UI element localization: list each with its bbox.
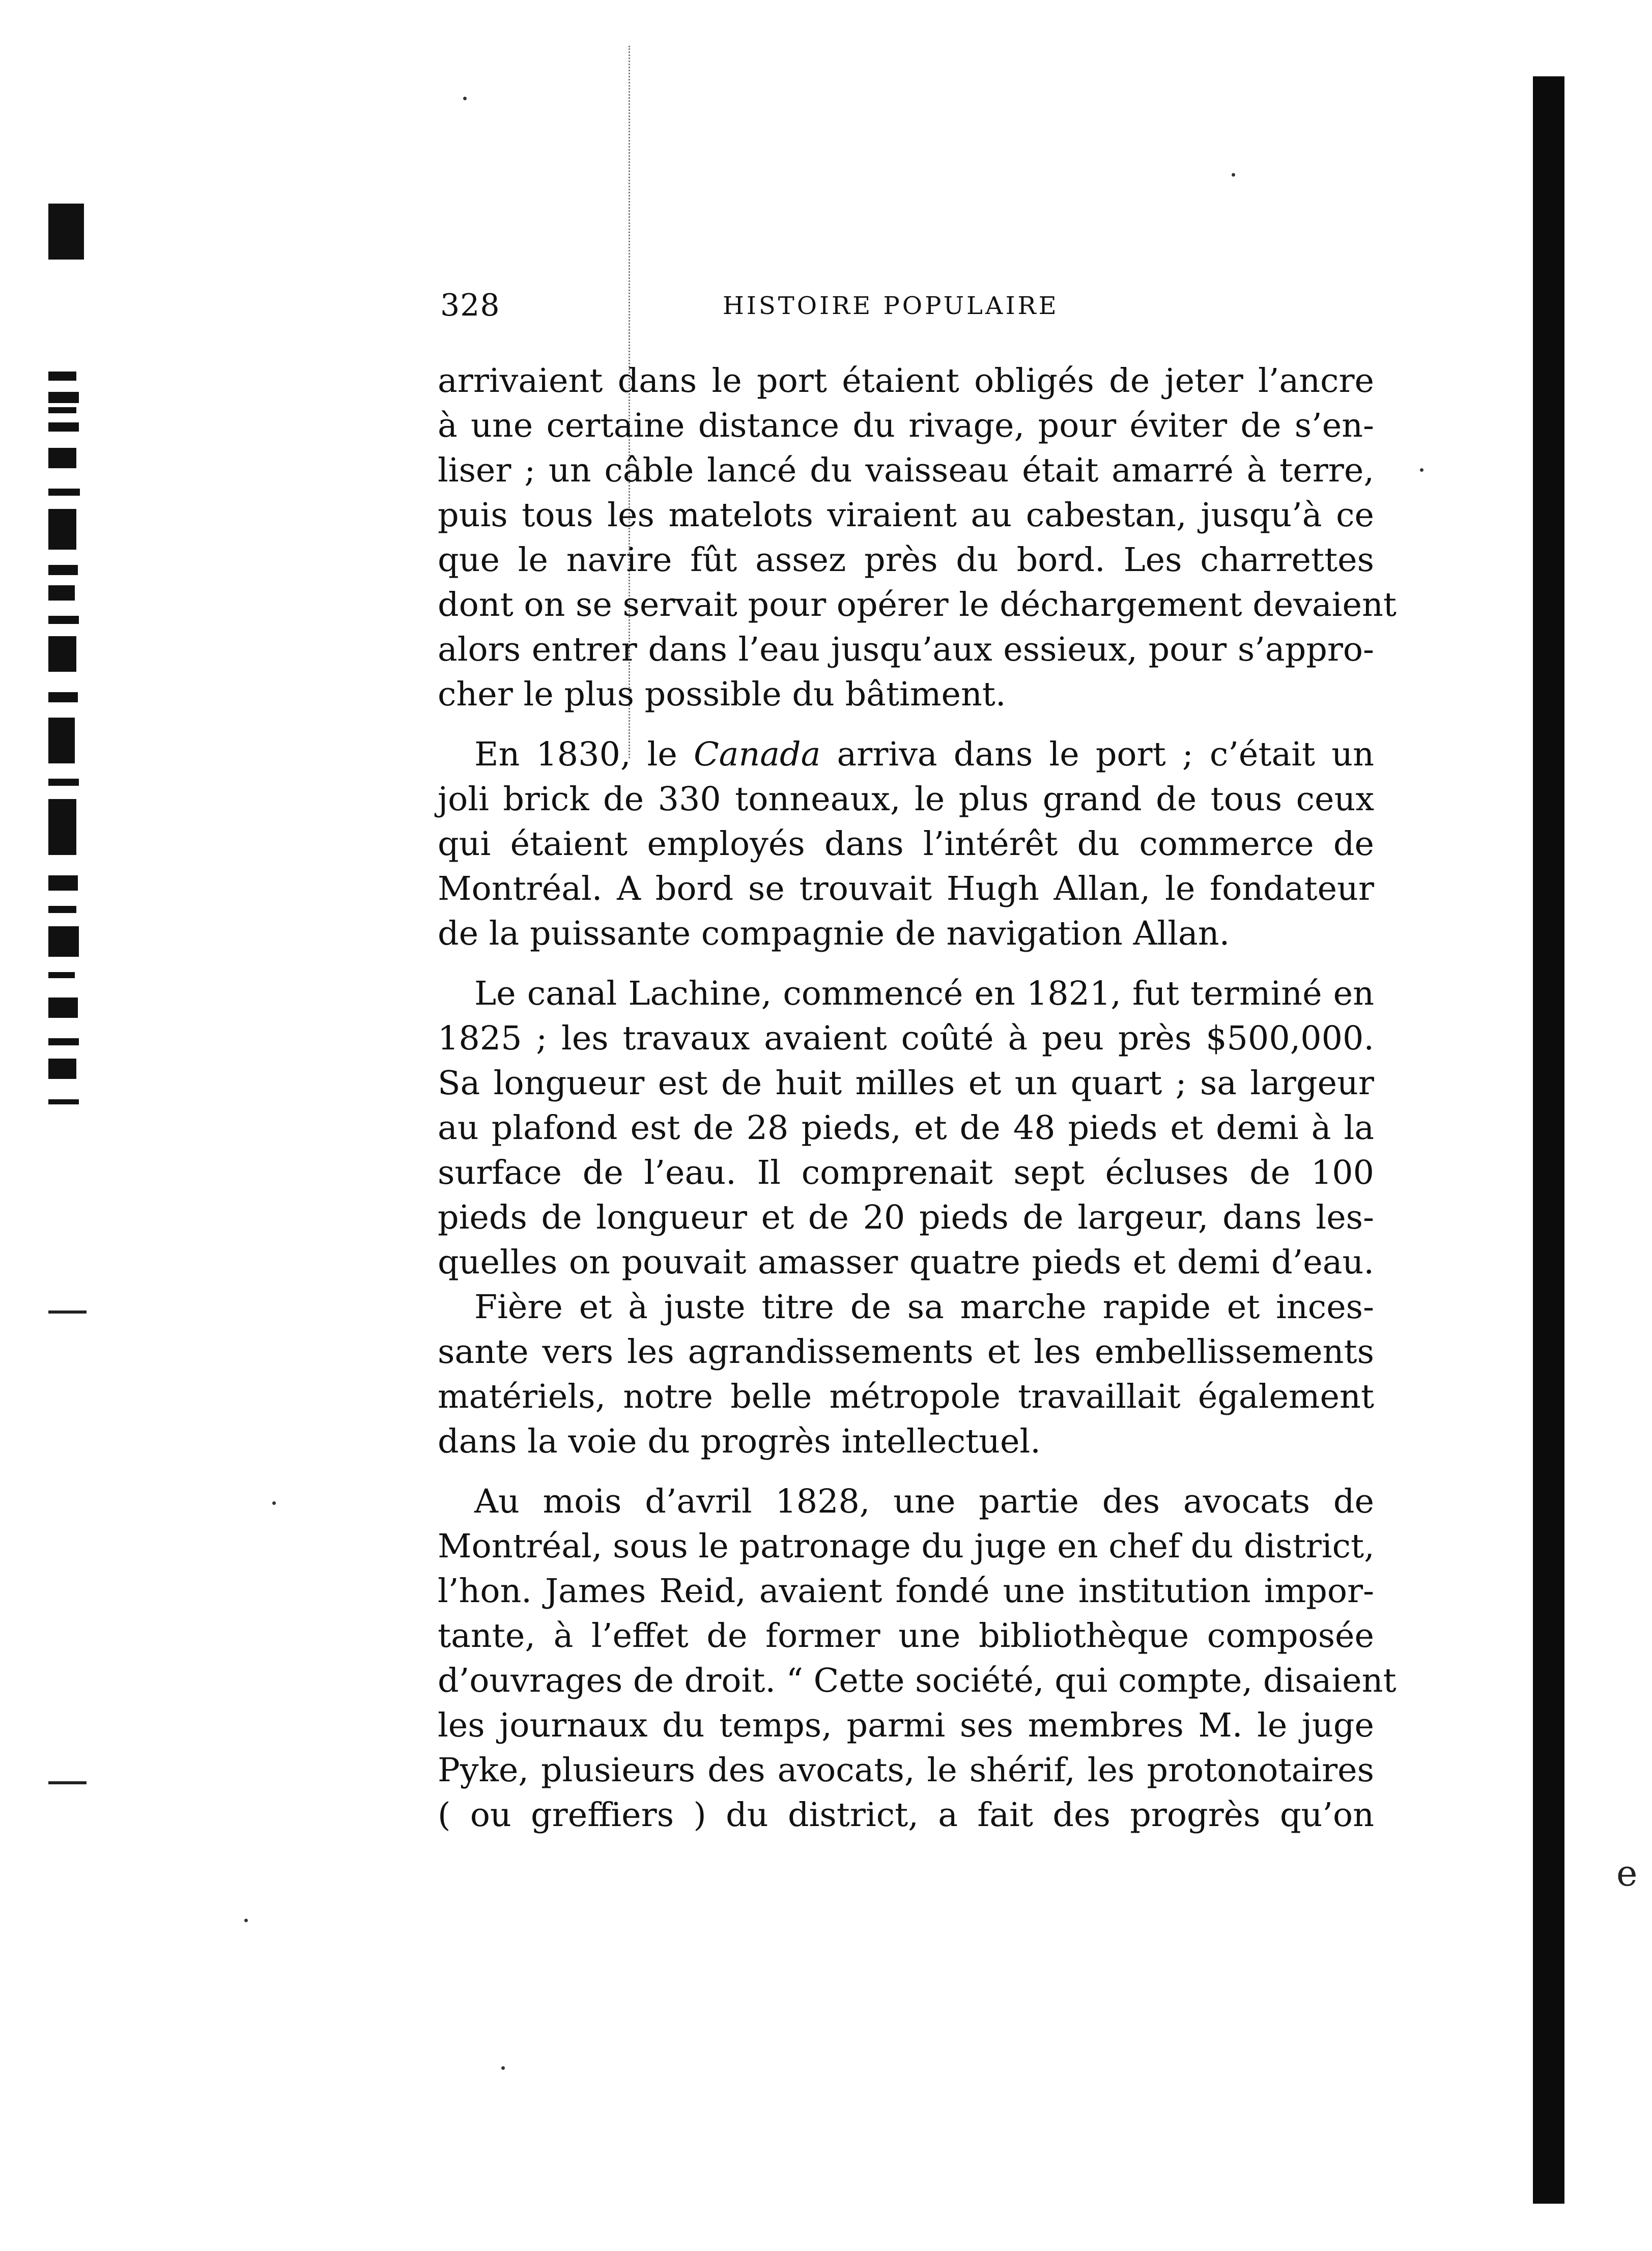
text-line: de la puissante compagnie de navigation Allan. bbox=[438, 915, 1230, 953]
text-line: Le canal Lachine, commencé en 1821, fut terminé en bbox=[474, 975, 1374, 1013]
scan-binding-marks bbox=[48, 204, 94, 1201]
text-line: dont on se servait pour opérer le déchargement devaient bbox=[438, 586, 1397, 624]
paragraph-2 bbox=[438, 732, 1374, 956]
text-line: arrivaient dans le port étaient obligés de jeter l’ancre bbox=[438, 362, 1374, 400]
scan-speck bbox=[463, 97, 467, 100]
text-line: que le navire fût assez près du bord. Les charrettes bbox=[438, 541, 1374, 579]
text-line: ( ou greffiers ) du district, a fait des progrès qu’on bbox=[438, 1796, 1374, 1834]
scan-speck bbox=[1420, 468, 1423, 472]
paragraph-1 bbox=[438, 359, 1397, 717]
text-line: Sa longueur est de huit milles et un quart ; sa largeur bbox=[438, 1064, 1374, 1102]
text-line: matériels, notre belle métropole travaillait également bbox=[438, 1378, 1374, 1416]
text-line: cher le plus possible du bâtiment. bbox=[438, 675, 1006, 714]
text-line: puis tous les matelots viraient au cabestan, jusqu’à ce bbox=[438, 496, 1374, 534]
scan-edge-bar bbox=[1533, 76, 1564, 2204]
text-line: Montréal, sous le patronage du juge en chef du district, bbox=[438, 1527, 1375, 1565]
body-text bbox=[438, 359, 1397, 1838]
text-line: 1825 ; les travaux avaient coûté à peu près $500,000. bbox=[438, 1019, 1374, 1058]
text-line bbox=[438, 732, 1374, 777]
text-line: surface de l’eau. Il comprenait sept écluses de 100 bbox=[438, 1154, 1374, 1192]
scan-rule-mark bbox=[48, 1781, 87, 1784]
text-line: au plafond est de 28 pieds, et de 48 pieds et demi à la bbox=[438, 1109, 1374, 1147]
scan-rule-mark bbox=[48, 1310, 87, 1314]
text-run: arriva dans le port ; c’était un bbox=[820, 735, 1374, 774]
text-line: sante vers les agrandissements et les embellissements bbox=[438, 1333, 1374, 1371]
running-head bbox=[440, 288, 1372, 333]
scan-speck bbox=[244, 1919, 248, 1922]
text-line: qui étaient employés dans l’intérêt du commerce de bbox=[438, 825, 1374, 863]
text-line: Montréal. A bord se trouvait Hugh Allan, le fondateur bbox=[438, 870, 1374, 908]
paragraph-3 bbox=[438, 972, 1374, 1285]
page-number: 328 bbox=[440, 288, 500, 323]
scan-speck bbox=[1232, 173, 1235, 177]
text-line: tante, à l’effet de former une bibliothèque composée bbox=[438, 1617, 1374, 1655]
text-line: joli brick de 330 tonneaux, le plus grand de tous ceux bbox=[438, 780, 1374, 818]
scan-speck bbox=[272, 1501, 276, 1505]
text-line: l’hon. James Reid, avaient fondé une institution impor- bbox=[438, 1572, 1374, 1610]
text-line: à une certaine distance du rivage, pour éviter de s’en- bbox=[438, 407, 1374, 445]
text-line: Fière et à juste titre de sa marche rapide et inces- bbox=[474, 1288, 1374, 1326]
text-line: pieds de longueur et de 20 pieds de largeur, dans les- bbox=[438, 1199, 1374, 1237]
text-run: En 1830, le bbox=[474, 735, 694, 774]
text-line: Au mois d’avril 1828, une partie des avocats de bbox=[474, 1483, 1374, 1521]
adjacent-page-letter: e bbox=[1616, 1853, 1638, 1894]
paragraph-5 bbox=[438, 1479, 1397, 1838]
text-line: Pyke, plusieurs des avocats, le shérif, les protonotaires bbox=[438, 1751, 1374, 1789]
paragraph-4 bbox=[438, 1285, 1374, 1464]
scan-speck bbox=[501, 2066, 505, 2070]
text-line: d’ouvrages de droit. “ Cette société, qui compte, disaient bbox=[438, 1662, 1397, 1700]
text-line: alors entrer dans l’eau jusqu’aux essieux, pour s’appro- bbox=[438, 631, 1374, 669]
running-title: HISTOIRE POPULAIRE bbox=[723, 292, 1059, 320]
text-line: liser ; un câble lancé du vaisseau était amarré à terre, bbox=[438, 451, 1374, 490]
text-line: quelles on pouvait amasser quatre pieds et demi d’eau. bbox=[438, 1243, 1374, 1281]
text-line: dans la voie du progrès intellectuel. bbox=[438, 1422, 1041, 1461]
text-line: les journaux du temps, parmi ses membres M. le juge bbox=[438, 1706, 1374, 1745]
ship-name: Canada bbox=[693, 735, 821, 774]
